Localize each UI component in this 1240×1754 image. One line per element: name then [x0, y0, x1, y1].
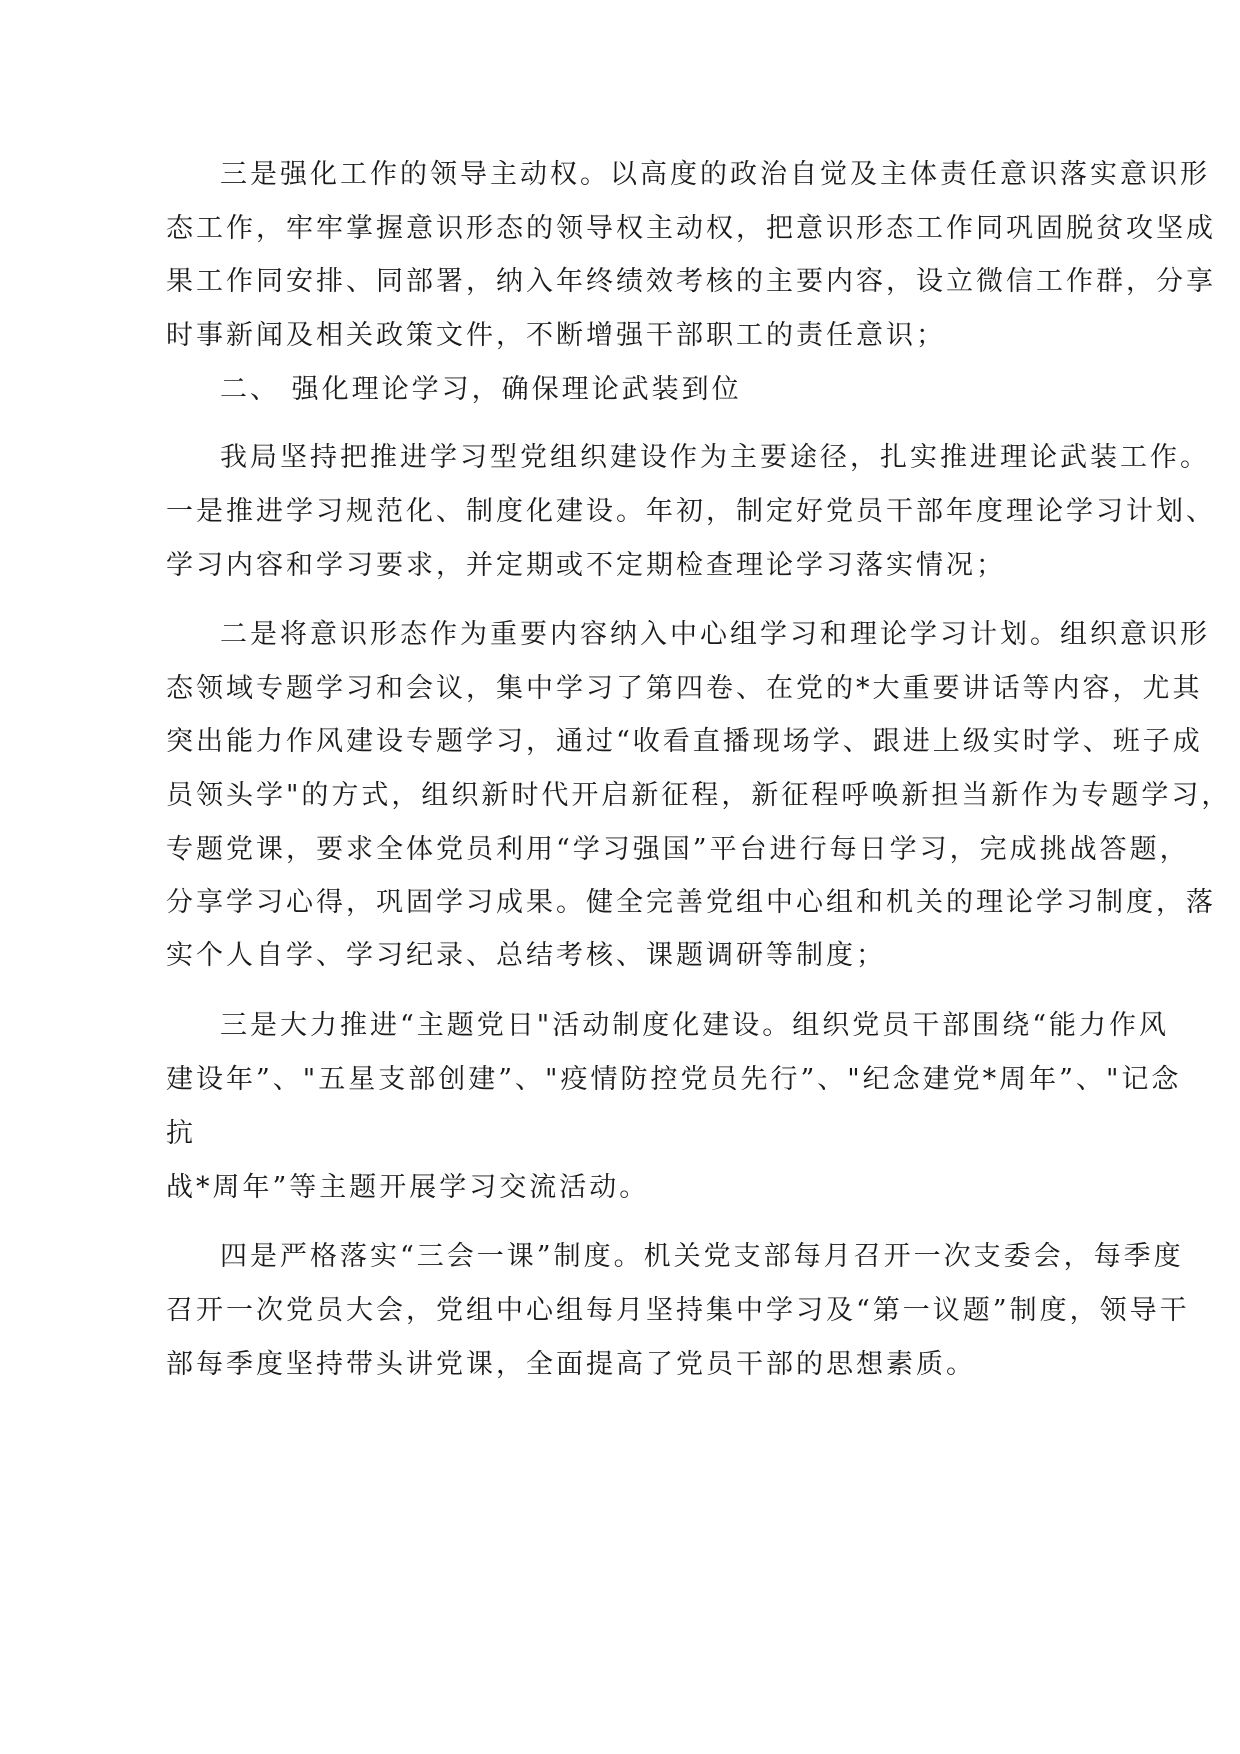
paragraph-5-line-2: 建设年”、"五星支部创建”、"疫情防控党员先行”、"纪念建党*周年”、"记念 — [166, 1064, 1182, 1095]
paragraph-1-line-1: 三是强化工作的领导主动权。以高度的政治自觉及主体责任意识落实意识形 — [220, 159, 1210, 190]
paragraph-6-line-1: 四是严格落实“三会一课”制度。机关党支部每月召开一次支委会，每季度 — [220, 1241, 1184, 1272]
section-heading: 二、 强化理论学习，确保理论武装到位 — [220, 374, 742, 405]
paragraph-5-line-1: 三是大力推进“主题党日"活动制度化建设。组织党员干部围绕“能力作风 — [220, 1010, 1170, 1041]
paragraph-4-line-1: 二是将意识形态作为重要内容纳入中心组学习和理论学习计划。组织意识形 — [220, 619, 1210, 650]
paragraph-3-line-3: 学习内容和学习要求，并定期或不定期检查理论学习落实情况； — [166, 550, 1006, 581]
paragraph-5-line-4: 战*周年”等主题开展学习交流活动。 — [166, 1172, 650, 1203]
paragraph-3-line-1: 我局坚持把推进学习型党组织建设作为主要途径，扎实推进理论武装工作。 — [220, 442, 1210, 473]
paragraph-1-line-2: 态工作，牢牢掌握意识形态的领导权主动权，把意识形态工作同巩固脱贫攻坚成 — [166, 213, 1216, 244]
paragraph-1-line-4: 时事新闻及相关政策文件，不断增强干部职工的责任意识； — [166, 320, 946, 351]
paragraph-3-line-2: 一是推进学习规范化、制度化建设。年初，制定好党员干部年度理论学习计划、 — [166, 496, 1216, 527]
paragraph-6-line-3: 部每季度坚持带头讲党课，全面提高了党员干部的思想素质。 — [166, 1349, 976, 1380]
paragraph-1-line-3: 果工作同安排、同部署，纳入年终绩效考核的主要内容，设立微信工作群，分享 — [166, 266, 1216, 297]
paragraph-4-line-6: 分享学习心得，巩固学习成果。健全完善党组中心组和机关的理论学习制度，落 — [166, 887, 1216, 918]
paragraph-4-line-5: 专题党课，要求全体党员利用“学习强国”平台进行每日学习，完成挑战答题， — [166, 834, 1190, 865]
paragraph-4-line-4: 员领头学"的方式，组织新时代开启新征程，新征程呼唤新担当新作为专题学习， — [166, 780, 1232, 811]
paragraph-5-line-3: 抗 — [166, 1118, 196, 1149]
paragraph-4-line-3: 突出能力作风建设专题学习，通过“收看直播现场学、跟进上级实时学、班子成 — [166, 726, 1203, 757]
paragraph-4-line-2: 态领域专题学习和会议，集中学习了第四卷、在党的*大重要讲话等内容，尤其 — [166, 673, 1203, 704]
paragraph-6-line-2: 召开一次党员大会，党组中心组每月坚持集中学习及“第一议题”制度，领导干 — [166, 1295, 1190, 1326]
paragraph-4-line-7: 实个人自学、学习纪录、总结考核、课题调研等制度； — [166, 940, 886, 971]
